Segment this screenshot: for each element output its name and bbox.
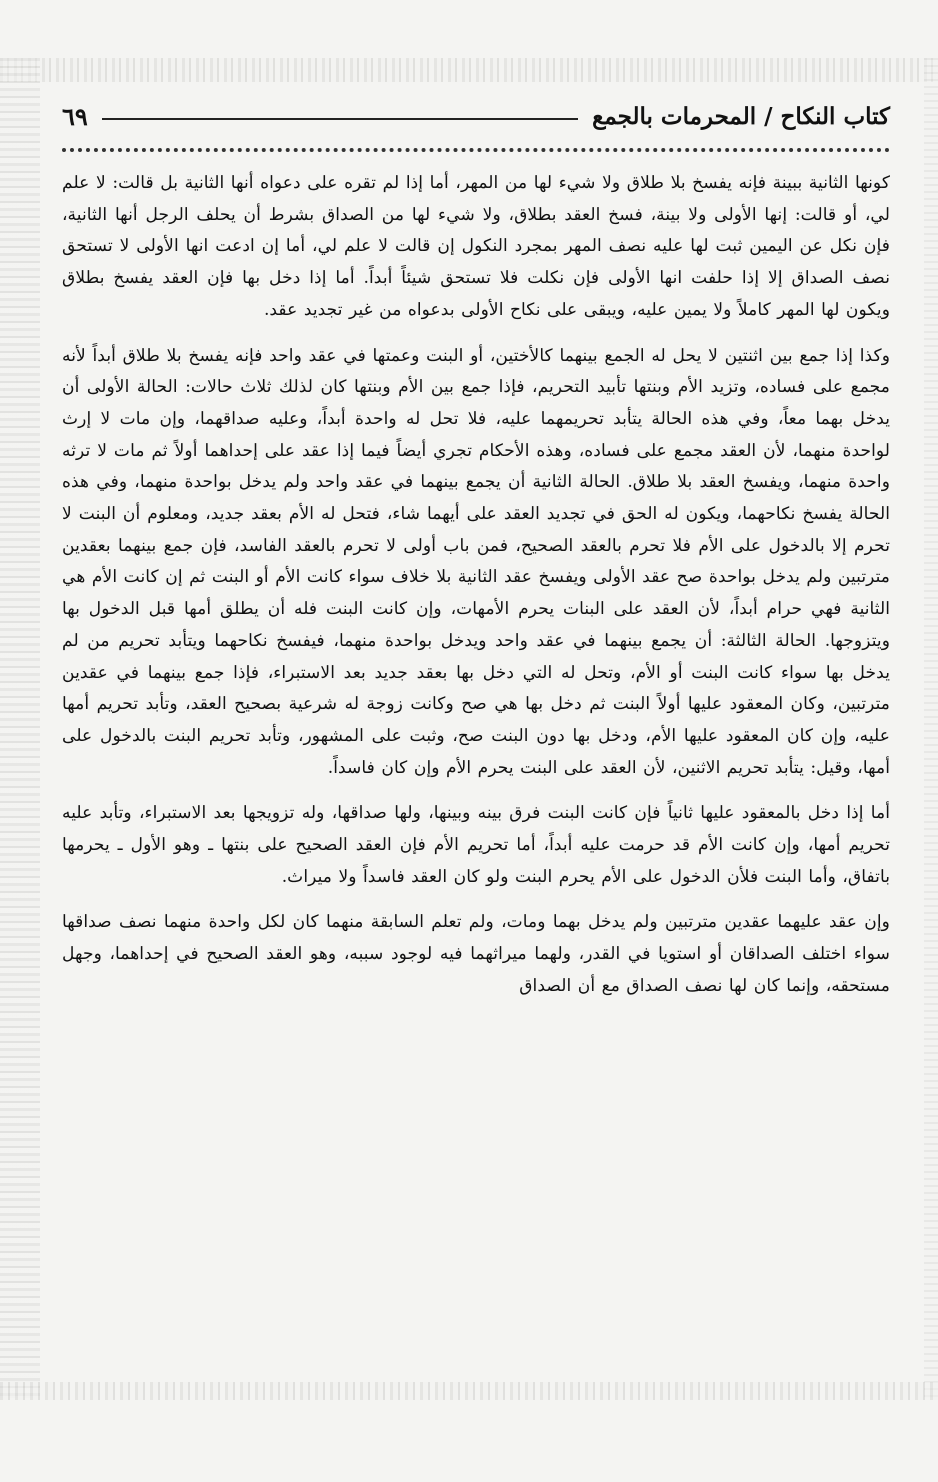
scan-noise-left <box>0 58 40 1398</box>
paragraph-2: وكذا إذا جمع بين اثنتين لا يحل له الجمع بينهما كالأختين، أو البنت وعمتها في عقد واحد فإنه يفسخ بلا طلاق أبداً لأنه مجمع على فساده، وتزيد الأم وبنتها تأبيد التحريم، فإذا جمع بين الأم وبنتها كان لذلك ثلاث حالات: الحالة الأولى أن يدخل بهما معاً، وفي هذه الحالة يتأبد تحريمهما عليه، فلا تحل له واحدة أبداً، وعليه صداقهما، وإن مات لا إرث لواحدة منهما، لأن العقد مجمع على فساده، وهذه الأحكام تجري أيضاً فيما إذا عقد على إحداهما أولاً ثم مات لا ترثه واحدة منهما، ويفسخ العقد بلا طلاق. الحالة الثانية أن يجمع بينهما في عقد واحد ولم يدخل بواحدة منهما، وفي هذه الحالة يفسخ نكاحهما، ويكون له الحق في تجديد العقد على أيهما شاء، فتحل له الأم بعقد جديد، ومعلوم أن البنت لا تحرم إلا بالدخول على الأم فلا تحرم بالعقد الصحيح، فمن باب أولى لا تحرم بالعقد الفاسد، فإن جمع بينهما بعقدين مترتبين ولم يدخل بواحدة صح عقد الأولى ويفسخ عقد الثانية بلا خلاف سواء كانت الأم أو البنت ثم إن كانت الأم هي الثانية فهي حرام أبداً، لأن العقد على البنات يحرم الأمهات، وإن كانت البنت فله أن يطلق أمها قبل الدخول بها ويتزوجها. الحالة الثالثة: أن يجمع بينهما في عقد واحد ويدخل بواحدة منهما، فيفسخ نكاحهما ويتأبد تحريم من لم يدخل بها سواء كانت البنت أو الأم، وتحل له التي دخل بها بعقد جديد بعد الاستبراء، فإذا جمع بينهما في عقدين مترتبين، وكان المعقود عليها أولاً البنت ثم دخل بها هي صح وكانت زوجة له شرعية بصحيح العقد، وتأبد تحريم أمها عليه، وإن كان المعقود عليها الأم، ودخل بها دون البنت صح، وثبت على المشهور، وتأبد تحريم البنت بالدخول على أمها، وقيل: يتأبد تحريم الاثنين، لأن العقد على البنت يحرم الأم وإن كان فاسداً. <box>62 345 890 778</box>
body-text <box>62 168 890 1003</box>
scan-noise-top <box>0 58 938 82</box>
scan-noise-bottom <box>0 1382 938 1400</box>
header-dotted-divider <box>62 148 890 152</box>
header-rule <box>102 118 578 120</box>
paragraph-4: وإن عقد عليهما عقدين مترتبين ولم يدخل بهما ومات، ولم تعلم السابقة منهما كان لكل واحدة منهما نصف صداقها سواء اختلف الصداقان أو استويا في القدر، ولهما ميراثهما فيه لوجود سببه، وهو العقد الصحيح في إحداهما، وجهل مستحقه، وإنما كان لها نصف الصداق مع أن الصداق <box>62 912 890 996</box>
page-number: ٦٩ <box>62 101 88 131</box>
header-title: كتاب النكاح / المحرمات بالجمع <box>592 102 890 130</box>
paragraph-3: أما إذا دخل بالمعقود عليها ثانياً فإن كانت البنت فرق بينه وبينها، ولها صداقها، وله تزويجها بعد الاستبراء، وتأبد عليه تحريم أمها، وإن كانت الأم قد حرمت عليه أبداً، أما تحريم الأم فإن العقد الصحيح على بنتها ـ وهو الأول ـ يحرمها باتفاق، وأما البنت فلأن الدخول على الأم يحرم البنت ولو كان العقد فاسداً ولا ميراث. <box>62 803 890 887</box>
paragraph-1: كونها الثانية ببينة فإنه يفسخ بلا طلاق ولا شيء لها من المهر، أما إذا لم تقره على دعواه أنها الثانية بل قالت: لا علم لي، أو قالت: إنها الأولى ولا بينة، فسخ العقد بطلاق، ولا شيء لها من الصداق بشرط أن يحلف الرجل أنها الثانية، فإن نكل عن اليمين ثبت لها عليه نصف المهر بمجرد النكول إن قالت لا علم لي، أما إن ادعت انها الأولى لا تستحق نصف الصداق إلا إذا حلفت انها الأولى فإن نكلت فلا تستحق شيئاً أبداً. أما إذا دخل بها فإن العقد يفسخ بطلاق ويكون لها المهر كاملاً ولا يمين عليه، ويبقى على نكاح الأولى بدعواه من غير تجديد عقد. <box>62 173 890 320</box>
scan-noise-right <box>924 58 938 1398</box>
running-header <box>62 96 890 136</box>
book-page <box>62 96 890 1017</box>
